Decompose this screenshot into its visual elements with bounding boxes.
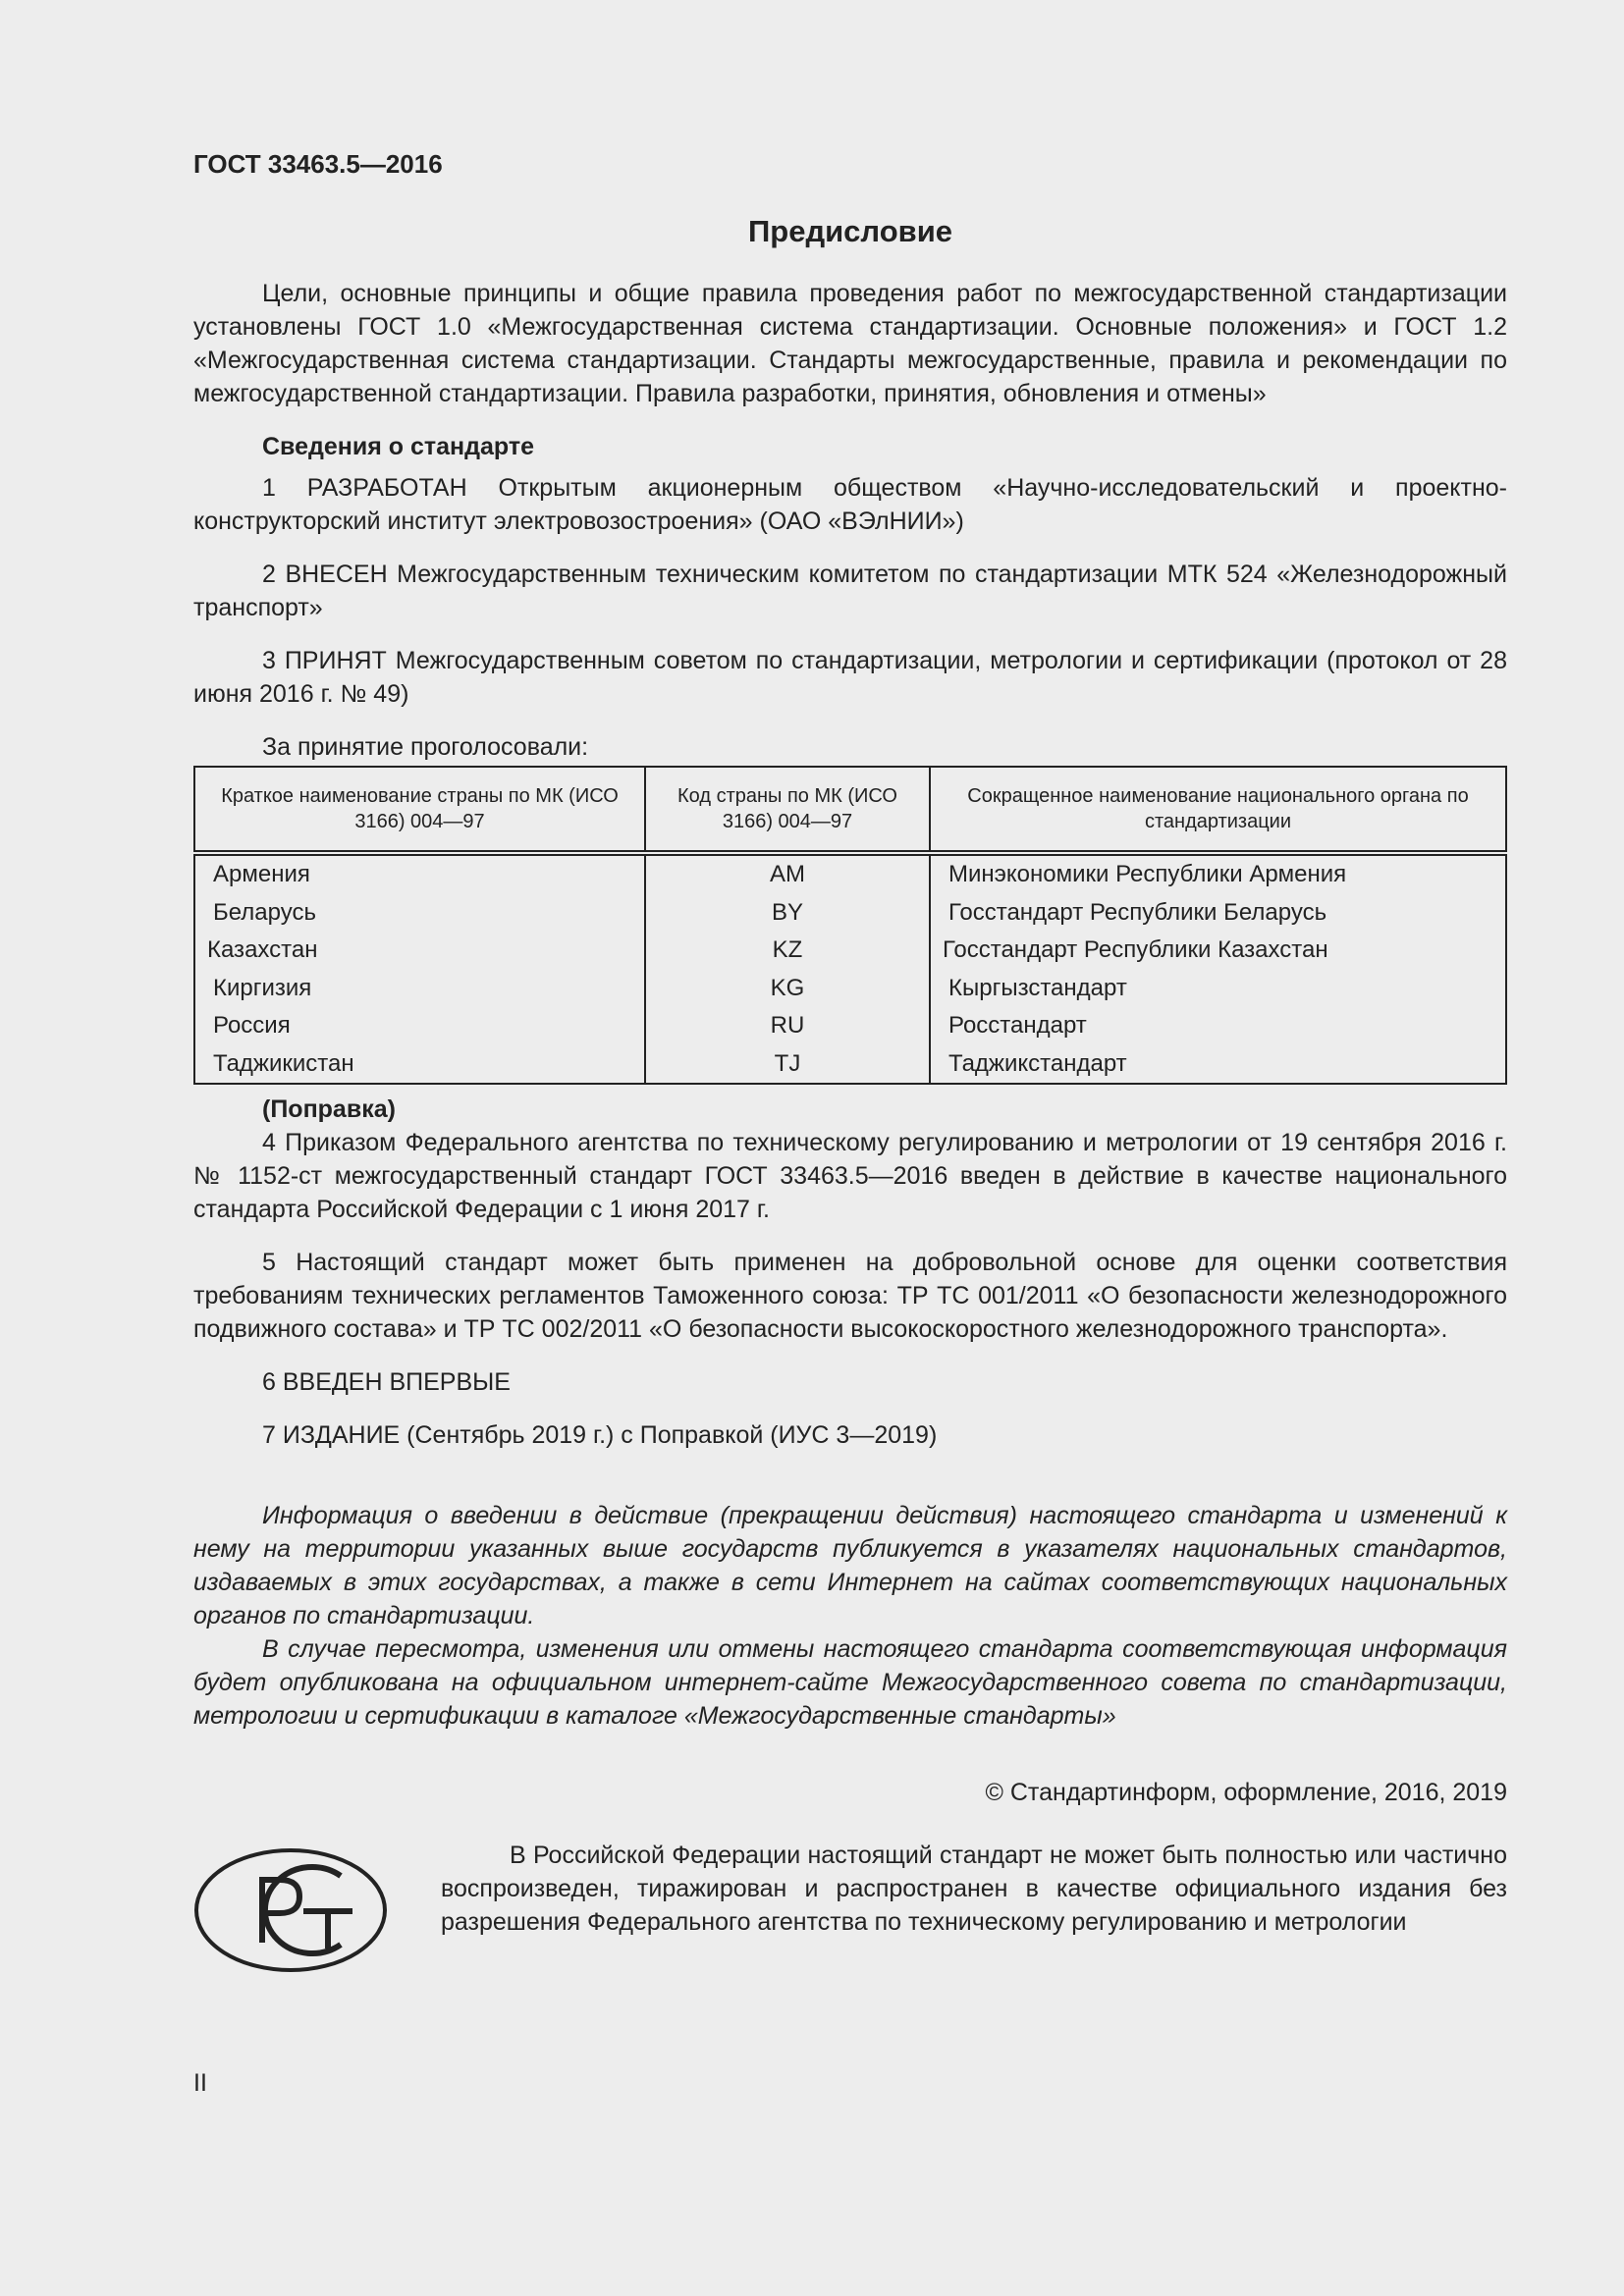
- code-cell: AM: [645, 853, 930, 894]
- info-heading: Сведения о стандарте: [262, 433, 535, 460]
- code-cell: KZ: [645, 932, 930, 970]
- page-title: Предисловие: [747, 214, 952, 248]
- document-page: [193, 147, 1507, 1966]
- table-row: [194, 894, 1506, 933]
- document-code: ГОСТ 33463.5—2016: [193, 149, 443, 179]
- item-3: 3 ПРИНЯТ Межгосударственным советом по стандартизации, метрологии и сертификации (протокол от 28 июня 2016 г. № 49): [193, 647, 1507, 708]
- notice-paragraph-2: В случае пересмотра, изменения или отмены настоящего стандарта соответствующая информация будет опубликована на официальном интернет-сайте Межгосударственного совета по стандартизации, метрологии и сертификации в каталоге «Межгосударственные стандарты»: [193, 1635, 1507, 1730]
- body-cell: Госстандарт Республики Беларусь: [930, 894, 1506, 933]
- member-states-table: [193, 766, 1507, 1085]
- footer-block: [193, 1839, 1507, 1966]
- country-cell: Армения: [194, 853, 645, 894]
- table-header-body: Сокращенное наименование национального органа по стандартизации: [930, 767, 1506, 853]
- body-cell: Минэкономики Республики Армения: [930, 853, 1506, 894]
- code-cell: RU: [645, 1007, 930, 1045]
- table-header-country: Краткое наименование страны по МК (ИСО 3166) 004—97: [194, 767, 645, 853]
- country-cell: Казахстан: [194, 932, 645, 970]
- code-cell: TJ: [645, 1045, 930, 1085]
- table-row: [194, 853, 1506, 894]
- country-cell: Россия: [194, 1007, 645, 1045]
- table-row: [194, 932, 1506, 970]
- table-header-row: [194, 767, 1506, 853]
- item-2: 2 ВНЕСЕН Межгосударственным техническим комитетом по стандартизации МТК 524 «Железнодорожный транспорт»: [193, 561, 1507, 621]
- copyright-line: © Стандартинформ, оформление, 2016, 2019: [985, 1779, 1507, 1806]
- country-cell: Таджикистан: [194, 1045, 645, 1085]
- intro-paragraph: Цели, основные принципы и общие правила проведения работ по межгосударственной стандартизации установлены ГОСТ 1.0 «Межгосударственная система стандартизации. Основные положения» и ГОСТ 1.2 «Межгосударственная система стандартизации. Стандарты межгосударственные, правила и рекомендации по межгосударственной стандартизации. Правила разработки, принятия, обновления и отмены»: [193, 280, 1507, 407]
- notice-paragraph-1: Информация о введении в действие (прекращении действия) настоящего стандарта и изменений к нему на территории указанных выше государств публикуется в указателях национальных стандартов, издаваемых в этих государствах, а также в сети Интернет на сайтах соответствующих национальных органов по стандартизации.: [193, 1502, 1507, 1629]
- footer-text: В Российской Федерации настоящий стандарт не может быть полностью или частично воспроизведен, тиражирован и распространен в качестве официального издания без разрешения Федерального агентства по техническому регулированию и метрологии: [441, 1842, 1507, 1936]
- country-cell: Беларусь: [194, 894, 645, 933]
- body-cell: Госстандарт Республики Казахстан: [930, 932, 1506, 970]
- country-cell: Киргизия: [194, 970, 645, 1008]
- code-cell: BY: [645, 894, 930, 933]
- rst-certification-mark-icon: [193, 1846, 388, 1974]
- table-row: [194, 1045, 1506, 1085]
- body-cell: Кыргызстандарт: [930, 970, 1506, 1008]
- item-6: 6 ВВЕДЕН ВПЕРВЫЕ: [262, 1368, 511, 1396]
- table-header-code: Код страны по МК (ИСО 3166) 004—97: [645, 767, 930, 853]
- body-cell: Таджикстандарт: [930, 1045, 1506, 1085]
- item-4: 4 Приказом Федерального агентства по техническому регулированию и метрологии от 19 сентября 2016 г. № 1152-ст межгосударственный стандарт ГОСТ 33463.5—2016 введен в действие в качестве национального стандарта Российской Федерации с 1 июня 2017 г.: [193, 1129, 1507, 1223]
- item-7: 7 ИЗДАНИЕ (Сентябрь 2019 г.) с Поправкой (ИУС 3—2019): [262, 1421, 938, 1449]
- item-1: 1 РАЗРАБОТАН Открытым акционерным обществом «Научно-исследовательский и проектно-конструкторский институт электровозостроения» (ОАО «ВЭлНИИ»): [193, 474, 1507, 535]
- vote-label: За принятие проголосовали:: [262, 733, 589, 761]
- amendment-label: (Поправка): [262, 1095, 396, 1123]
- body-cell: Росстандарт: [930, 1007, 1506, 1045]
- item-5: 5 Настоящий стандарт может быть применен на добровольной основе для оценки соответствия требованиям технических регламентов Таможенного союза: ТР ТС 001/2011 «О безопасности железнодорожного подвижного состава» и ТР ТС 002/2011 «О безопасности высокоскоростного железнодорожного транспорта».: [193, 1249, 1507, 1343]
- table-row: [194, 970, 1506, 1008]
- page-number: II: [193, 2069, 207, 2097]
- code-cell: KG: [645, 970, 930, 1008]
- table-row: [194, 1007, 1506, 1045]
